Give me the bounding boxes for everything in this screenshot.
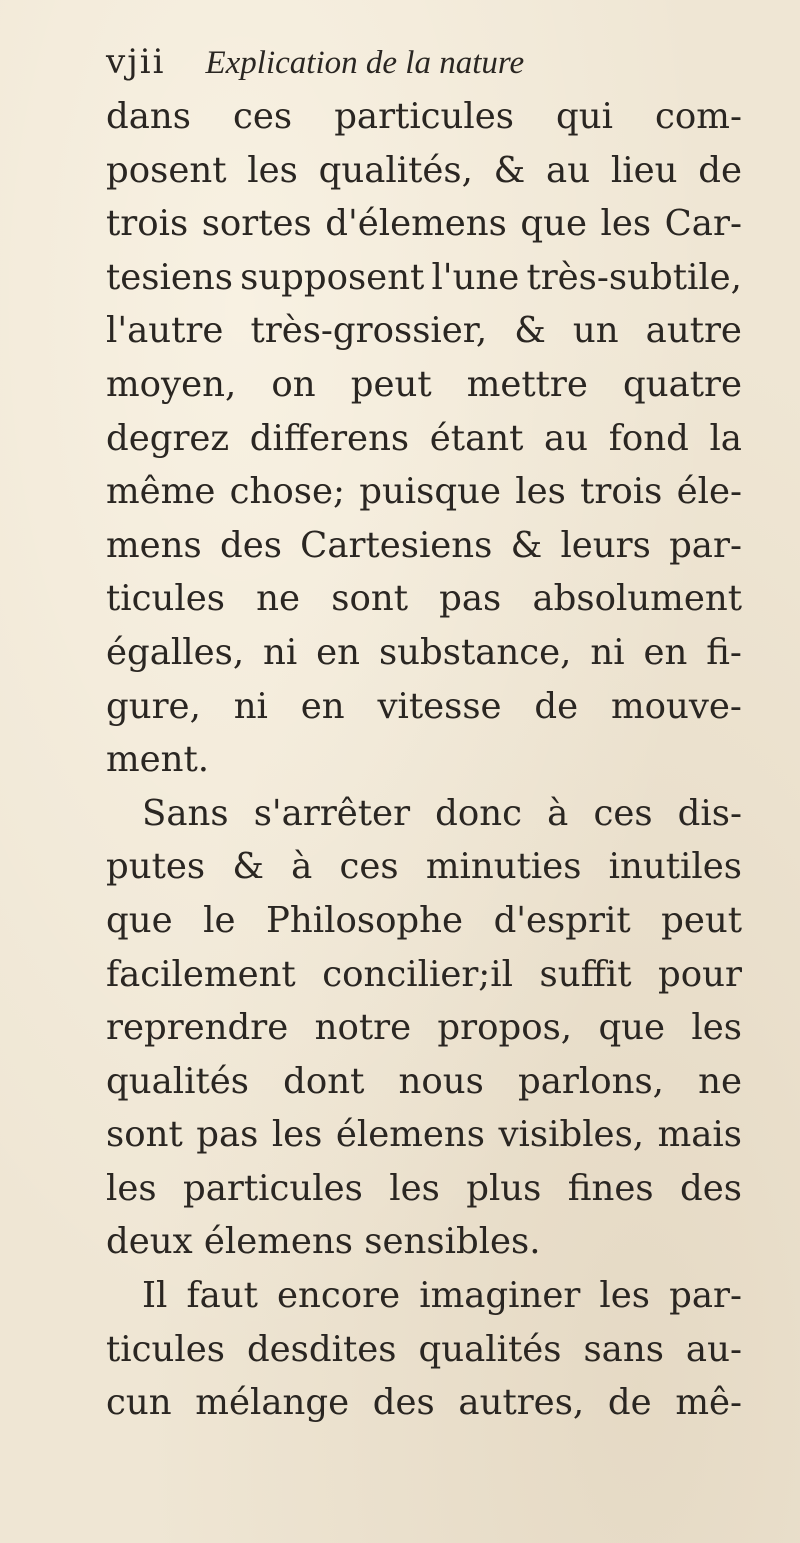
word: mens: [106, 524, 202, 566]
word: minuties: [425, 846, 582, 888]
word: ni: [263, 631, 298, 673]
word: qualités: [418, 1328, 562, 1370]
word: imaginer: [419, 1275, 581, 1317]
word: pas: [439, 578, 502, 620]
word: sans: [583, 1328, 664, 1370]
word: la: [709, 417, 742, 459]
body-text: [106, 90, 742, 1430]
word: par-: [669, 1275, 742, 1317]
word: ni: [590, 631, 625, 673]
word: même: [106, 471, 216, 513]
word: à: [291, 846, 313, 888]
word: putes: [106, 846, 206, 888]
word: sont: [331, 578, 408, 620]
word: des: [372, 1382, 435, 1424]
word: cun: [106, 1382, 172, 1424]
word: trois: [106, 203, 189, 245]
word: degrez: [106, 417, 230, 459]
word: quatre: [623, 363, 742, 405]
word: dans: [106, 96, 191, 137]
word: parlons,: [518, 1060, 664, 1102]
word: en: [643, 631, 688, 673]
word: de: [607, 1382, 652, 1424]
word: ticules: [106, 578, 225, 620]
word: fines: [567, 1167, 654, 1209]
word: sortes: [201, 203, 312, 245]
word: notre: [314, 1007, 412, 1049]
word: encore: [277, 1275, 401, 1317]
word: chose;: [229, 471, 345, 513]
text-line: [106, 465, 742, 519]
word: autres,: [458, 1382, 585, 1424]
word: &: [232, 846, 264, 888]
word: le: [203, 899, 236, 941]
word: les: [247, 149, 298, 191]
word: inutiles: [608, 846, 742, 888]
text-line: [106, 1269, 742, 1323]
word: ne: [256, 578, 301, 620]
word: par-: [669, 524, 742, 566]
word: les: [691, 1007, 742, 1049]
word: &: [514, 310, 546, 352]
word: l'une: [431, 256, 520, 298]
word: posent: [106, 149, 227, 191]
word: autre: [645, 310, 742, 352]
word: à: [547, 792, 569, 834]
word: dis-: [677, 792, 742, 834]
word: pas: [196, 1114, 259, 1156]
text-line: [106, 1162, 742, 1216]
word: les: [600, 203, 652, 245]
word: des: [679, 1167, 742, 1209]
word: qualités: [106, 1060, 249, 1102]
word: ticules: [106, 1328, 225, 1370]
running-title: Explication de la nature: [205, 45, 525, 81]
word: suffit: [539, 953, 632, 995]
word: les: [389, 1167, 440, 1209]
word: dont: [283, 1060, 365, 1102]
word: au-: [685, 1328, 742, 1370]
word: concilier;il: [322, 953, 513, 995]
word: particules: [334, 96, 514, 137]
word: en: [316, 631, 361, 673]
word: gure,: [106, 685, 201, 727]
word: on: [271, 363, 316, 405]
word: qui: [556, 96, 613, 137]
word: ces: [593, 792, 653, 834]
text-line: [106, 1323, 742, 1377]
text-line: [106, 304, 742, 358]
word: vitesse: [377, 685, 502, 727]
word: que: [106, 899, 173, 941]
word: des: [219, 524, 282, 566]
word: au: [544, 417, 589, 459]
word: un: [572, 310, 619, 352]
word: les: [599, 1275, 651, 1317]
word: trois: [580, 471, 663, 513]
word: très-subtile,: [526, 256, 742, 298]
word: reprendre: [106, 1007, 289, 1049]
word: mais: [657, 1114, 742, 1156]
word: donc: [435, 792, 523, 834]
word: lieu: [610, 149, 678, 191]
word: mettre: [466, 363, 588, 405]
word: les: [515, 471, 566, 513]
word: differens: [249, 417, 410, 459]
word: peut: [661, 899, 742, 941]
word: de: [698, 149, 742, 191]
word: fond: [608, 417, 689, 459]
text-line: [106, 358, 742, 412]
word: en: [300, 685, 345, 727]
word: éle-: [676, 471, 742, 513]
text-line: [106, 1055, 742, 1109]
word: peut: [350, 363, 432, 405]
word: Cartesiens: [300, 524, 493, 566]
word: Sans: [142, 792, 229, 834]
word: moyen,: [106, 363, 237, 405]
text-line: ment.: [106, 739, 210, 781]
word: Car-: [664, 203, 742, 245]
word: mê-: [675, 1382, 742, 1424]
word: égalles,: [106, 631, 245, 673]
word: ni: [233, 685, 268, 727]
word: puisque: [359, 471, 501, 513]
word: desdites: [246, 1328, 397, 1370]
word: particules: [183, 1167, 363, 1209]
word: leurs: [560, 524, 651, 566]
word: très-grossier,: [250, 310, 488, 352]
word: com-: [655, 96, 742, 137]
text-line: [106, 948, 742, 1002]
word: les: [106, 1167, 157, 1209]
word: &: [493, 149, 526, 191]
word: ces: [339, 846, 399, 888]
word: tesiens: [106, 256, 233, 298]
word: s'arrêter: [253, 792, 411, 834]
text-line: deux élemens sensibles.: [106, 1221, 541, 1263]
word: visibles,: [498, 1114, 645, 1156]
word: &: [510, 524, 543, 566]
text-line: [106, 251, 742, 305]
word: propos,: [437, 1007, 573, 1049]
word: mélange: [195, 1382, 350, 1424]
text-line: [106, 894, 742, 948]
text-line: [106, 144, 742, 198]
word: plus: [466, 1167, 542, 1209]
word: sont: [106, 1114, 183, 1156]
word: absolument: [532, 578, 742, 620]
word: les: [271, 1114, 323, 1156]
page-number: vjii: [106, 42, 166, 82]
word: Philosophe: [266, 899, 464, 941]
word: nous: [398, 1060, 484, 1102]
word: fi-: [706, 631, 742, 673]
word: ne: [698, 1060, 742, 1102]
text-line: [106, 197, 742, 251]
word: ces: [233, 96, 293, 137]
word: d'esprit: [493, 899, 631, 941]
word: au: [546, 149, 591, 191]
word: que: [598, 1007, 666, 1049]
word: qualités,: [318, 149, 473, 191]
word: Il: [142, 1275, 168, 1317]
text-line: [106, 1001, 742, 1055]
word: mouve-: [610, 685, 742, 727]
word: élemens: [335, 1114, 486, 1156]
text-line: [106, 1376, 742, 1430]
word: supposent: [240, 256, 425, 298]
word: facilement: [106, 953, 296, 995]
text-line: [106, 90, 742, 144]
word: que: [520, 203, 588, 245]
text-line: [106, 572, 742, 626]
text-line: [106, 412, 742, 466]
word: d'élemens: [325, 203, 507, 245]
text-line: [106, 519, 742, 573]
text-line: [106, 1108, 742, 1162]
word: de: [534, 685, 579, 727]
word: pour: [658, 953, 742, 995]
text-line: [106, 680, 742, 734]
text-line: [106, 840, 742, 894]
text-line: [106, 787, 742, 841]
word: faut: [186, 1275, 258, 1317]
word: l'autre: [106, 310, 224, 352]
word: substance,: [378, 631, 572, 673]
word: étant: [429, 417, 524, 459]
text-line: [106, 626, 742, 680]
